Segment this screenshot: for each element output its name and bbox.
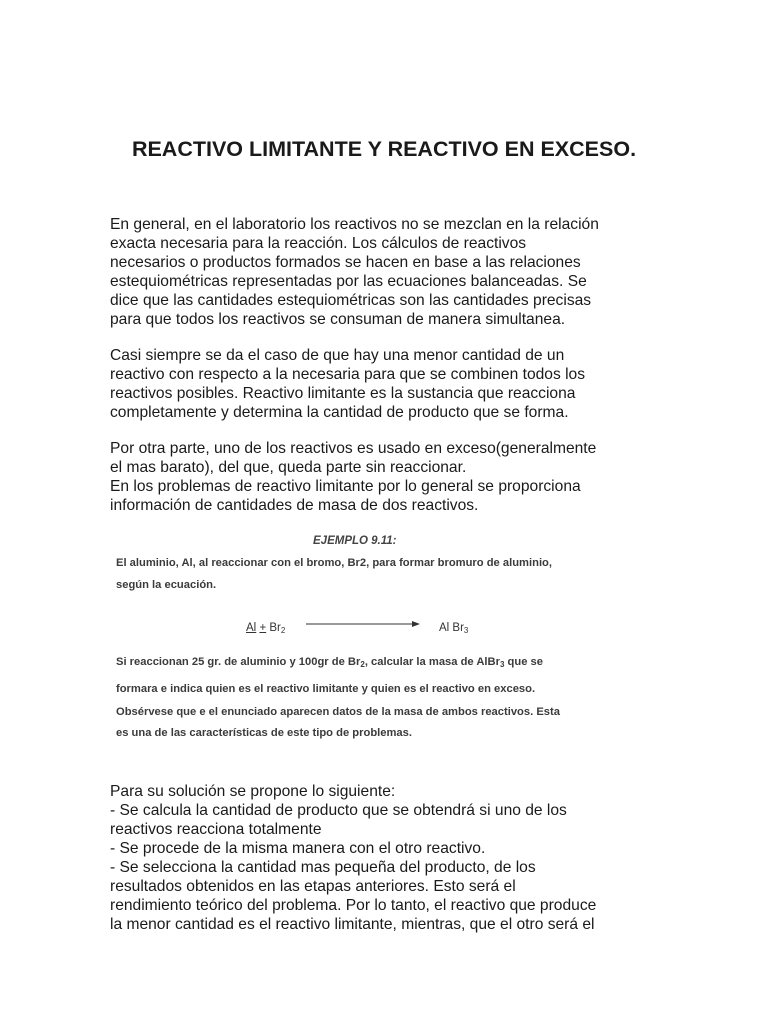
text-line: - Se procede de la misma manera con el otro reactivo. xyxy=(110,840,486,857)
text-line: la menor cantidad es el reactivo limitante, mientras, que el otro será el xyxy=(110,916,595,933)
text-line: necesarios o productos formados se hacen en base a las relaciones xyxy=(110,254,581,271)
example-text-segment: que se xyxy=(504,656,543,668)
paragraph-excess-reagent xyxy=(110,439,670,515)
example-text-line: formara e indica quien es el reactivo limitante y quien es el reactivo en exceso. xyxy=(116,683,536,695)
example-text-line xyxy=(116,656,543,669)
equation-br: Br xyxy=(269,622,281,634)
text-line: reactivos posibles. Reactivo limitante es la sustancia que reacciona xyxy=(110,385,576,402)
example-text-line: es una de las características de este tipo de problemas. xyxy=(116,727,412,739)
example-text-line: Obsérvese que e el enunciado aparecen datos de la masa de ambos reactivos. Esta xyxy=(116,706,560,718)
text-line: Por otra parte, uno de los reactivos es usado en exceso(generalmente xyxy=(110,440,597,457)
text-line: rendimiento teórico del problema. Por lo tanto, el reactivo que produce xyxy=(110,897,597,914)
text-line: reactivo con respecto a la necesaria para que se combinen todos los xyxy=(110,366,586,383)
example-text-line: El aluminio, Al, al reaccionar con el bromo, Br2, para formar bromuro de aluminio, xyxy=(116,557,552,569)
equation-product-text: Al Br xyxy=(439,622,464,634)
text-line: completamente y determina la cantidad de producto que se forma. xyxy=(110,404,569,421)
equation-plus: + xyxy=(259,622,267,634)
paragraph-intro xyxy=(110,215,670,329)
equation-al: Al xyxy=(246,622,257,634)
example-subscript: 2 xyxy=(360,660,365,669)
text-line: Para su solución se propone lo siguiente: xyxy=(110,783,396,800)
example-subscript: 3 xyxy=(499,660,505,669)
text-line: Casi siempre se da el caso de que hay una menor cantidad de un xyxy=(110,347,565,364)
example-box xyxy=(110,530,630,745)
equation-product-subscript: 3 xyxy=(463,626,469,635)
reaction-arrow-icon xyxy=(306,620,421,628)
example-text-segment: Si reaccionan 25 gr. de aluminio y 100gr de Br xyxy=(116,656,361,668)
paragraph-limiting-reagent xyxy=(110,346,670,422)
equation-reactants xyxy=(246,622,285,635)
equation-product xyxy=(439,622,468,635)
example-text-line: según la ecuación. xyxy=(116,579,217,591)
text-line: dice que las cantidades estequiométricas son las cantidades precisas xyxy=(110,292,592,309)
document-title: REACTIVO LIMITANTE Y REACTIVO EN EXCESO. xyxy=(131,137,637,161)
equation-br-subscript: 2 xyxy=(280,626,286,635)
paragraph-solution-steps xyxy=(110,782,670,934)
text-line: - Se calcula la cantidad de producto que se obtendrá si uno de los xyxy=(110,802,567,819)
text-line: exacta necesaria para la reacción. Los cálculos de reactivos xyxy=(110,235,527,252)
text-line: para que todos los reactivos se consuman de manera simultanea. xyxy=(110,311,566,328)
text-line: información de cantidades de masa de dos reactivos. xyxy=(110,497,479,514)
text-line: estequiométricas representadas por las ecuaciones balanceadas. Se xyxy=(110,273,587,290)
example-heading: EJEMPLO 9.11: xyxy=(313,535,397,547)
text-line: resultados obtenidos en las etapas anteriores. Esto será el xyxy=(110,878,516,895)
text-line: En general, en el laboratorio los reactivos no se mezclan en la relación xyxy=(110,216,599,233)
example-text-segment: , calcular la masa de AlBr xyxy=(364,656,500,668)
text-line: - Se selecciona la cantidad mas pequeña del producto, de los xyxy=(110,859,536,876)
text-line: En los problemas de reactivo limitante por lo general se proporciona xyxy=(110,478,581,495)
text-line: el mas barato), del que, queda parte sin reaccionar. xyxy=(110,459,467,476)
text-line: reactivos reacciona totalmente xyxy=(110,821,322,838)
